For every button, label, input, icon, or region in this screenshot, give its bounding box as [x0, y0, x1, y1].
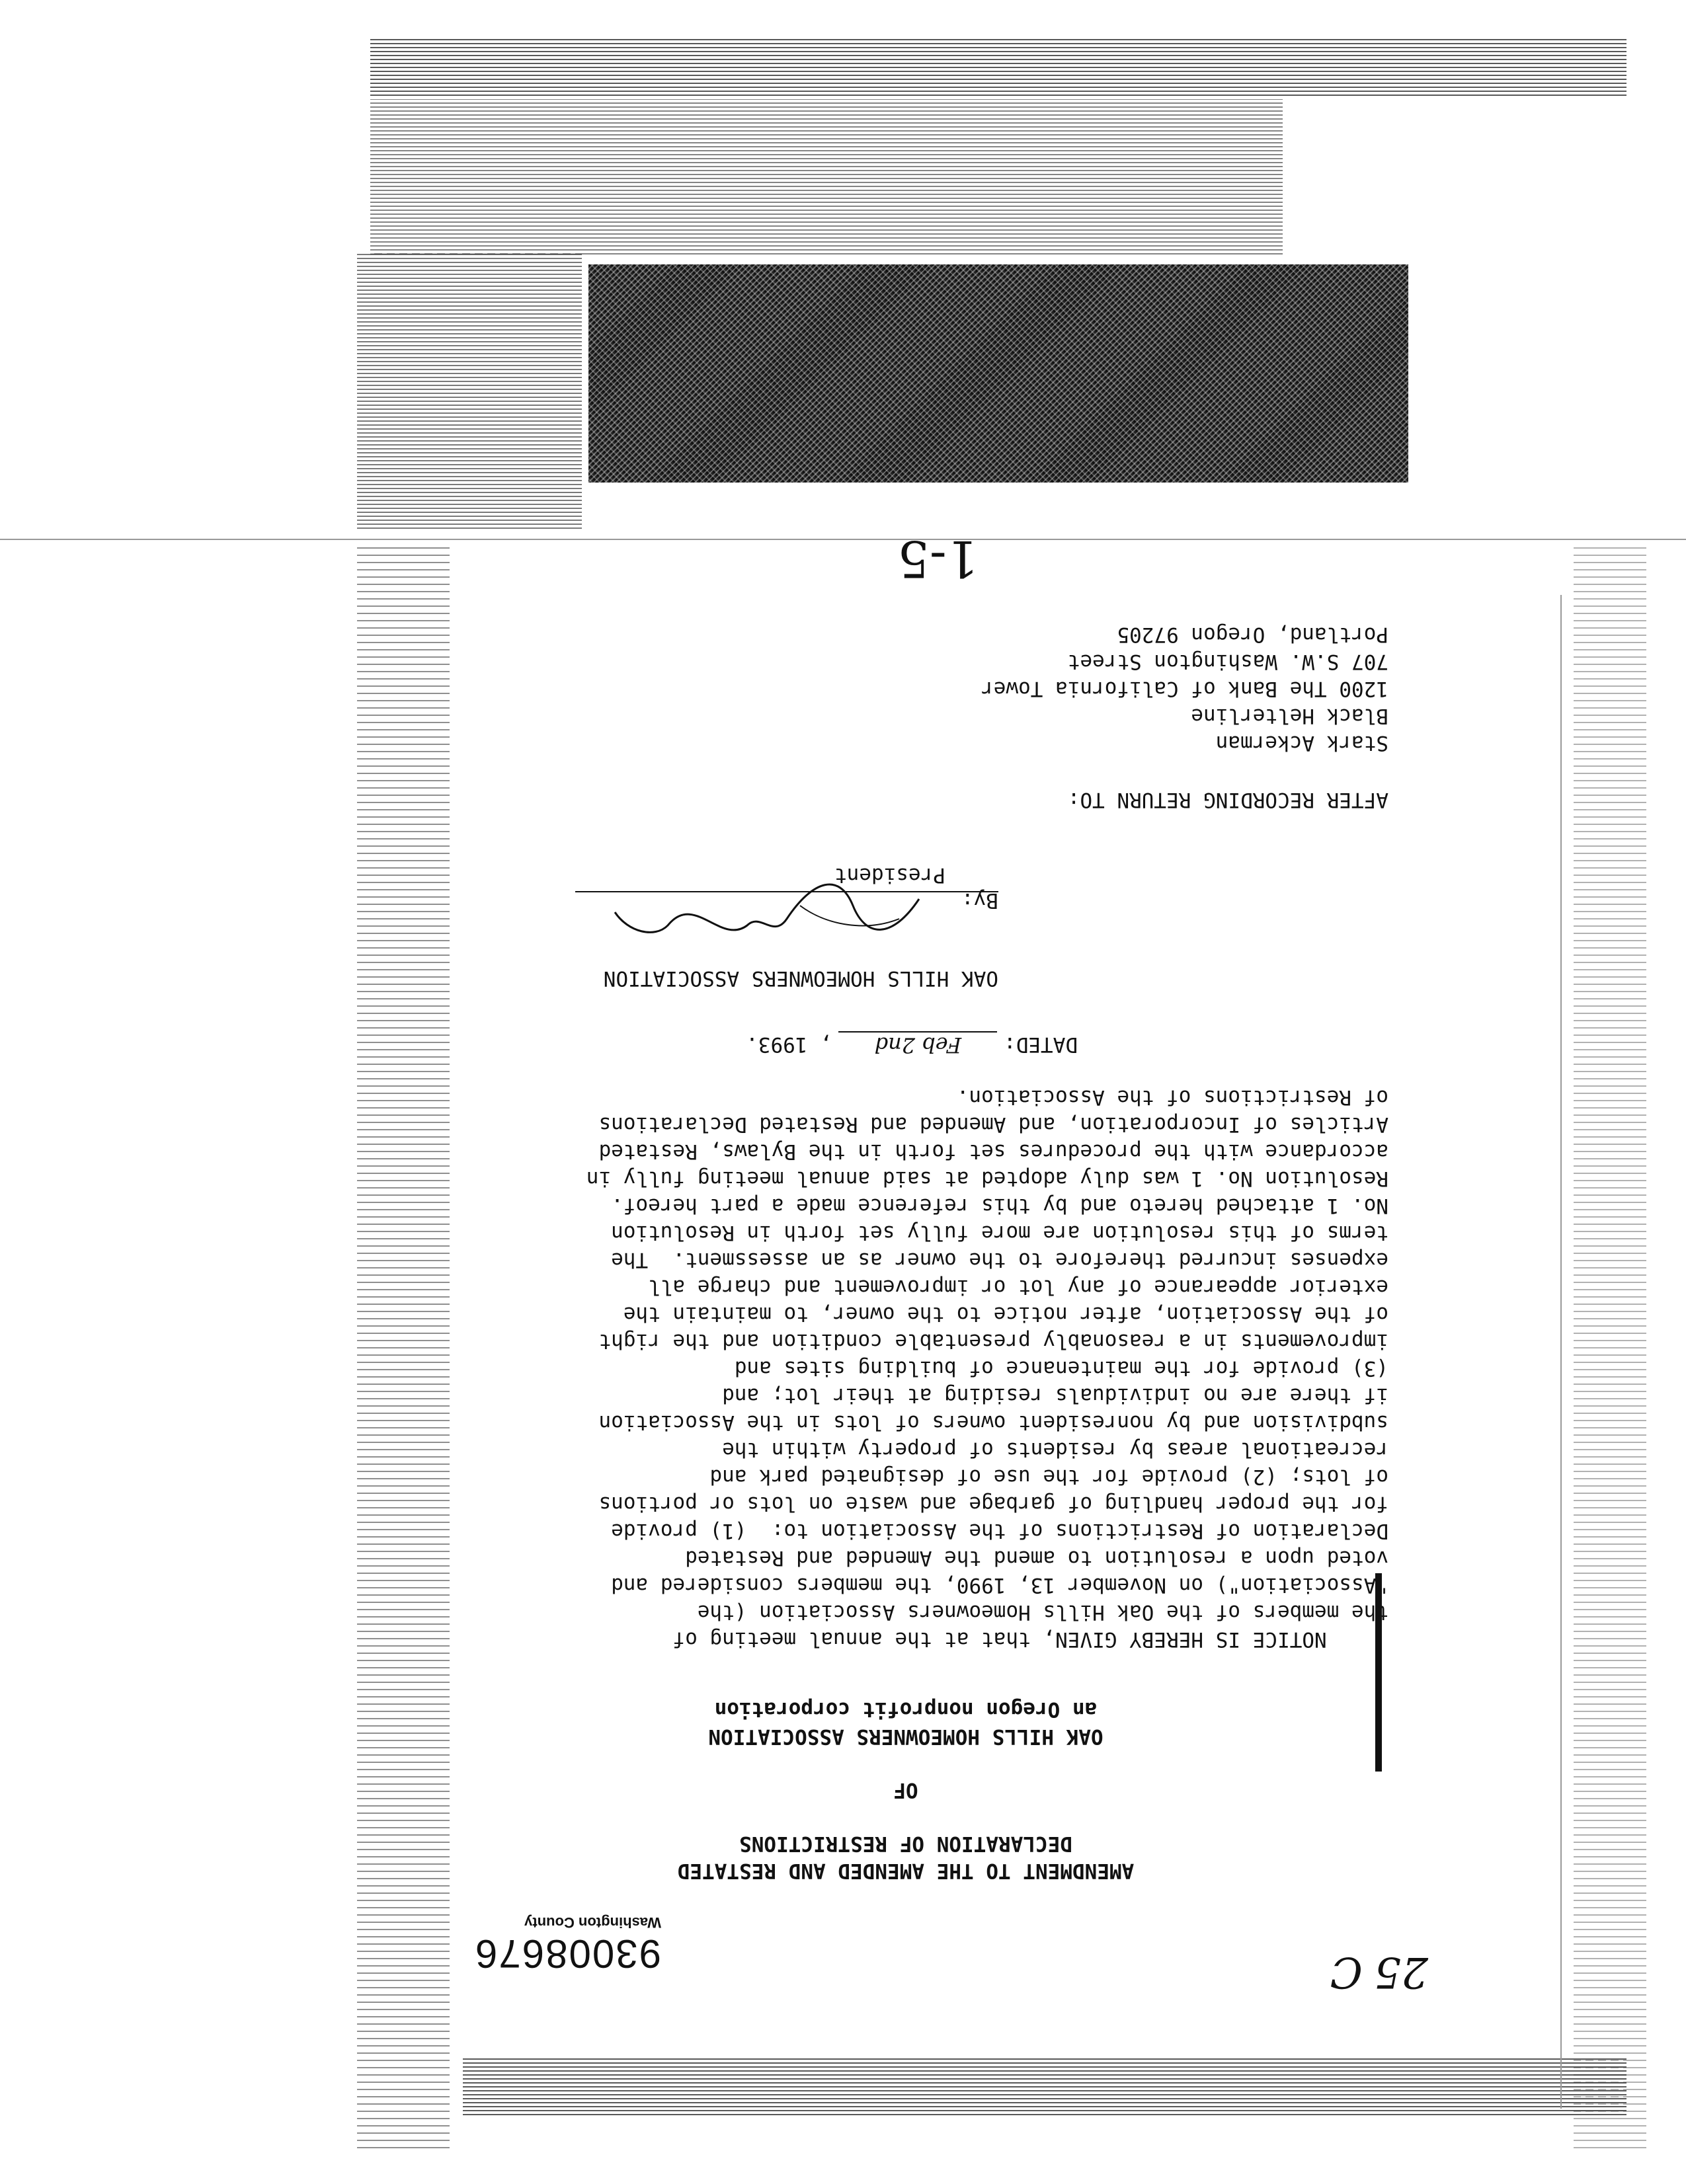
body-line: "Association") on November 13, 1990, the members considered and — [611, 1573, 1388, 1597]
return-address — [981, 621, 1388, 813]
dated-label: DATED: — [1004, 1033, 1078, 1056]
page-mark — [1330, 1947, 1428, 1996]
body-line: subdivision and by nonresident owners of lots in the Association — [598, 1411, 1388, 1434]
body-line: accordance with the procedures set forth in the Bylaws, Restated — [598, 1140, 1388, 1163]
page-mark-number: 25 — [1374, 1947, 1428, 1996]
notice-paragraph — [586, 1083, 1388, 1653]
body-line: of Restrictions of the Association. — [956, 1085, 1388, 1109]
scan-noise-top-2 — [370, 99, 1283, 254]
title-line-5: an Oregon nonprofit corporation — [714, 1697, 1098, 1721]
page-number-handwritten: 1-5 — [897, 529, 979, 588]
body-line: of the Association, after notice to the owner, to maintain the — [623, 1302, 1388, 1326]
body-line: the members of the Oak Hills Homeowners Association (the — [697, 1600, 1388, 1624]
redacted-noise-block — [588, 264, 1408, 483]
signature-rule — [575, 891, 998, 892]
body-line: (3) provide for the maintenance of building sites and — [734, 1356, 1388, 1380]
page-right-border — [1560, 595, 1562, 2109]
body-line: expenses incurred therefore to the owner as an assessment. The — [611, 1248, 1388, 1272]
signature-block — [575, 863, 998, 952]
body-line: exterior appearance of any lot or improvement and charge all — [648, 1275, 1388, 1299]
body-line: if there are no individuals residing at their lot; and — [722, 1384, 1388, 1407]
scan-noise-top — [370, 36, 1626, 96]
signer-title: President — [834, 863, 945, 887]
scan-noise-left — [357, 251, 582, 529]
dated-year: , 1993. — [746, 1033, 832, 1056]
body-line: Articles of Incorporation, and Amended and Restated Declarations — [598, 1112, 1388, 1136]
recording-stamp — [474, 1914, 661, 1976]
return-line: 1200 The Bank of California Tower — [981, 677, 1388, 701]
page-mark-letter: C — [1330, 1947, 1363, 1996]
scan-noise-right-edge — [1574, 542, 1646, 2148]
body-line: of lots; (2) provide for the use of designated park and — [709, 1465, 1388, 1489]
title-line-1: AMENDMENT TO THE AMENDED AND RESTATED — [677, 1859, 1135, 1883]
body-line: voted upon a resolution to amend the Amended and Restated — [685, 1546, 1388, 1570]
title-line-2: DECLARATION OF RESTRICTIONS — [739, 1832, 1072, 1855]
document-sheet — [377, 529, 1461, 2023]
dated-handwritten: Feb 2nd — [838, 1031, 997, 1058]
return-line: Portland, Oregon 97205 — [1117, 623, 1388, 646]
return-line: Stark Ackerman — [1215, 731, 1388, 755]
title-line-3: OF — [893, 1778, 918, 1802]
return-line: Black Helterline — [1191, 704, 1388, 728]
by-label: By: — [961, 888, 998, 912]
recording-number: 93008676 — [474, 1931, 661, 1976]
body-line: Declaration of Restrictions of the Association to: (1) provide — [611, 1519, 1388, 1543]
return-heading: AFTER RECORDING RETURN TO: — [1067, 788, 1388, 812]
body-line: recreational areas by residents of property within the — [722, 1438, 1388, 1462]
body-line: terms of this resolution are more fully set forth in Resolution — [611, 1221, 1388, 1245]
body-line: improvements in a reasonably presentable condition and the right — [598, 1329, 1388, 1353]
association-signature-name: OAK HILLS HOMEOWNERS ASSOCIATION — [603, 966, 998, 990]
document-title — [423, 1696, 1388, 1884]
recording-county: Washington County — [524, 1914, 661, 1931]
body-line: Resolution No. 1 was duly adopted at said annual meeting fully in — [586, 1167, 1388, 1190]
body-line: for the proper handling of garbage and waste on lots or portions — [598, 1492, 1388, 1516]
dated-line — [746, 1031, 1078, 1058]
return-line: 707 S.W. Washington Street — [1067, 650, 1388, 674]
body-line: NOTICE IS HEREBY GIVEN, that at the annual meeting of — [672, 1627, 1388, 1651]
title-line-4: OAK HILLS HOMEOWNERS ASSOCIATION — [708, 1725, 1104, 1748]
scan-noise-bottom — [463, 2056, 1626, 2115]
body-line: No. 1 attached hereto and by this reference made a part hereof. — [611, 1194, 1388, 1218]
